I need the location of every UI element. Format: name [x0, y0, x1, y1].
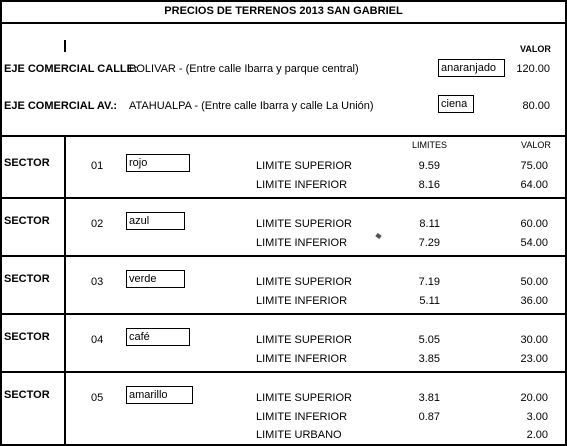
sector-color-box: café — [126, 328, 190, 346]
limite-value: 0.87 — [418, 411, 440, 423]
eje-label-2: EJE COMERCIAL AV.: — [4, 100, 118, 112]
sector-color-box: amarillo — [126, 386, 193, 404]
eje-value-2: 80.00 — [522, 100, 550, 112]
valor-value: 30.00 — [520, 334, 548, 346]
sector-number: 01 — [91, 160, 104, 172]
valor-value: 75.00 — [520, 160, 548, 172]
eje-street-1: BOLIVAR - (Entre calle Ibarra y parque central) — [129, 63, 359, 75]
title-divider — [0, 22, 567, 24]
valor-value: 2.00 — [526, 429, 548, 441]
eje-color-box-2: ciena — [438, 95, 474, 113]
limite-value: 8.16 — [418, 179, 440, 191]
eje-value-1: 120.00 — [516, 63, 550, 75]
sector-number: 02 — [91, 218, 104, 230]
sector-divider — [0, 197, 567, 199]
limit-label: LIMITE INFERIOR — [256, 353, 348, 365]
sector-divider — [0, 371, 567, 373]
sector-divider — [0, 255, 567, 257]
limite-value: 5.11 — [419, 295, 440, 307]
limit-label: LIMITE SUPERIOR — [256, 218, 352, 230]
valor-value: 23.00 — [520, 353, 548, 365]
limite-value: 3.85 — [418, 353, 440, 365]
valor-value: 36.00 — [520, 295, 548, 307]
valor-value: 50.00 — [520, 276, 548, 288]
valor-header-2: VALOR — [521, 140, 551, 150]
sector-color-box: rojo — [126, 154, 190, 172]
limite-value: 7.19 — [418, 276, 440, 288]
valor-header: VALOR — [520, 44, 551, 54]
sector-label: SECTOR — [4, 157, 50, 169]
eje-left-marker — [64, 40, 66, 52]
valor-value: 60.00 — [520, 218, 548, 230]
limit-label: LIMITE SUPERIOR — [256, 334, 352, 346]
limit-label: LIMITE INFERIOR — [256, 237, 348, 249]
sector-left-column — [64, 135, 66, 444]
cell-marker — [375, 233, 381, 239]
limite-value: 9.59 — [418, 160, 440, 172]
sector-divider — [0, 313, 567, 315]
sector-label: SECTOR — [4, 215, 50, 227]
page-title: PRECIOS DE TERRENOS 2013 SAN GABRIEL — [164, 5, 403, 17]
limit-label: LIMITE SUPERIOR — [256, 392, 352, 404]
limit-label: LIMITE URBANO — [256, 429, 342, 441]
limit-label: LIMITE INFERIOR — [256, 411, 348, 423]
sector-number: 04 — [91, 334, 104, 346]
sector-number: 03 — [91, 276, 104, 288]
eje-label-1: EJE COMERCIAL CALLE: — [4, 63, 138, 75]
sector-divider-top — [0, 135, 567, 137]
valor-value: 3.00 — [526, 411, 548, 423]
valor-value: 64.00 — [520, 179, 548, 191]
eje-color-box-1: anaranjado — [438, 59, 505, 77]
limites-header: LIMITES — [412, 140, 448, 150]
frame-top — [0, 0, 567, 2]
sector-label: SECTOR — [4, 331, 50, 343]
sector-color-box: verde — [126, 270, 185, 288]
sector-color-box: azul — [126, 212, 185, 230]
sector-number: 05 — [91, 392, 104, 404]
valor-value: 54.00 — [520, 237, 548, 249]
limite-value: 5.05 — [418, 334, 440, 346]
sector-label: SECTOR — [4, 273, 50, 285]
limite-value: 3.81 — [418, 392, 440, 404]
limit-label: LIMITE INFERIOR — [256, 295, 348, 307]
frame-left — [0, 0, 2, 446]
limite-value: 8.11 — [419, 218, 440, 230]
limit-label: LIMITE SUPERIOR — [256, 160, 352, 172]
limit-label: LIMITE INFERIOR — [256, 179, 348, 191]
limite-value: 7.29 — [418, 237, 440, 249]
eje-street-2: ATAHUALPA - (Entre calle Ibarra y calle La Unión) — [129, 100, 374, 112]
limit-label: LIMITE SUPERIOR — [256, 276, 352, 288]
valor-value: 20.00 — [520, 392, 548, 404]
sector-label: SECTOR — [4, 389, 50, 401]
